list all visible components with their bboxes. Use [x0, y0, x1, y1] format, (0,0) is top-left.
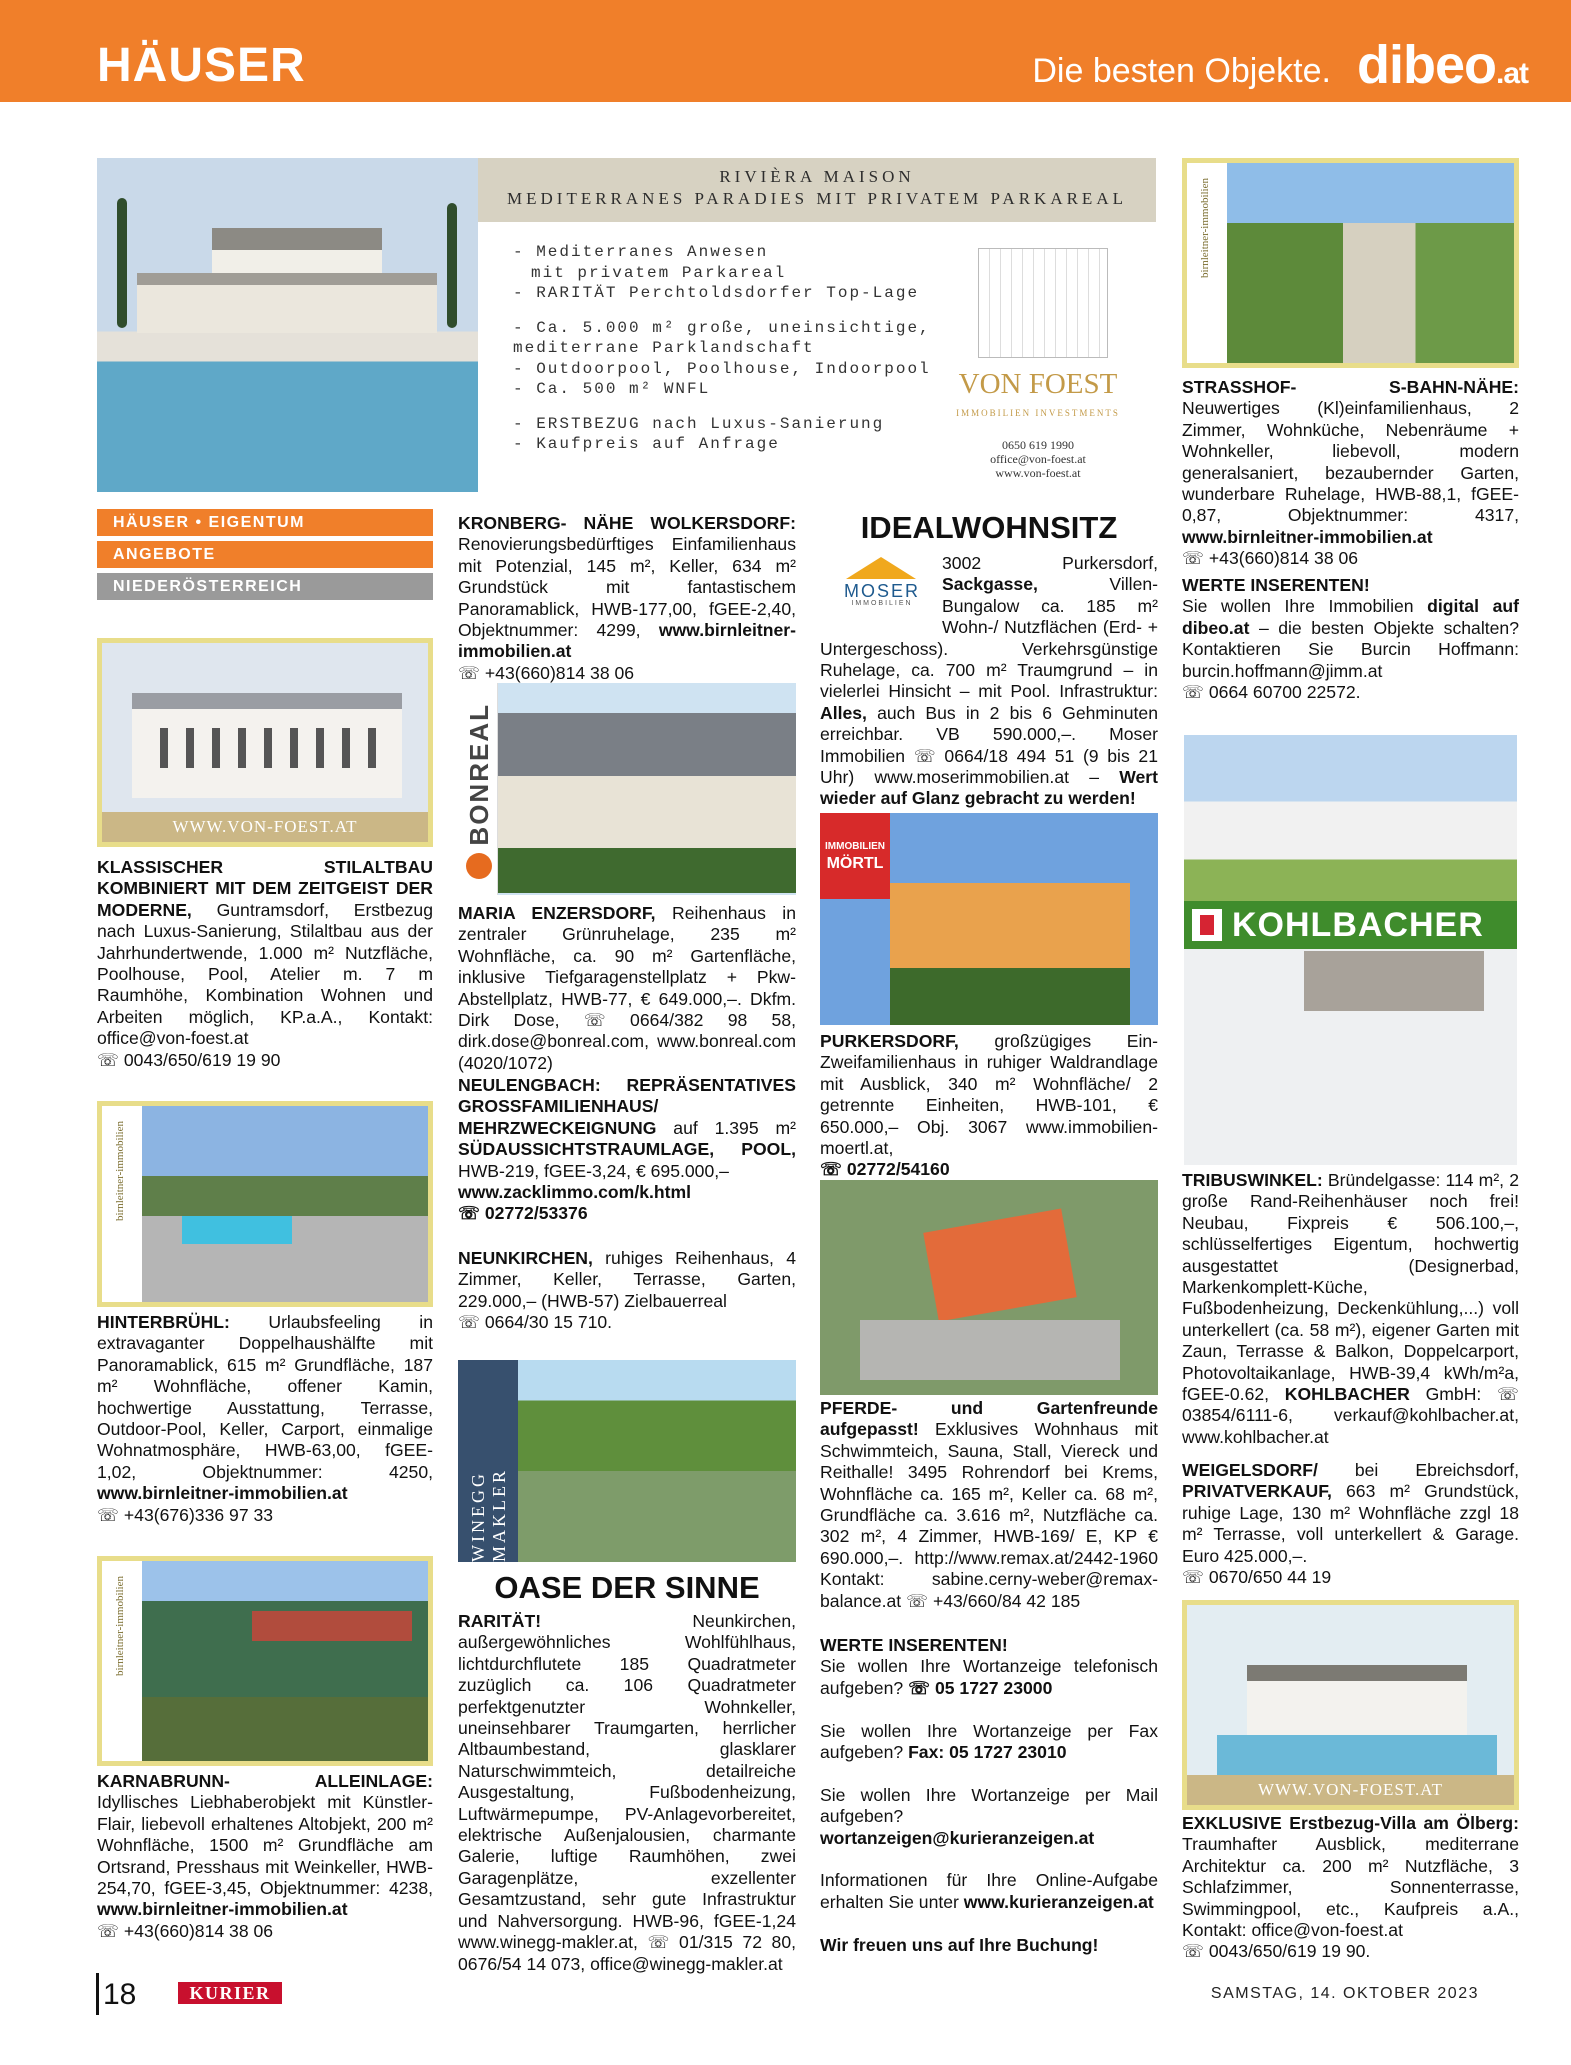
promo-line: mediterrane Parklandschaft: [513, 339, 815, 357]
listing-weigelsdorf: WEIGELSDORF/ bei Ebreichsdorf, PRIVATVERKAUF, 663 m² Grundstück, ruhige Lage, 130 m² Wohnfläche zzgl 18 m² Terrasse, voll unterkellert & Garage. Euro 425.000,–. ☏ 0670/650 44 19: [1182, 1460, 1519, 1588]
listing-neulengbach: NEULENGBACH: REPRÄSENTATIVES GROSSFAMILIENHAUS/ MEHRZWECKEIGNUNG auf 1.395 m² SÜDAUSSICHTSTRAUMLAGE, POOL, HWB-219, fGEE-3,24, € 695.000,– www.zacklimmo.com/k.html ☏ 02772/53376: [458, 1075, 796, 1224]
moertl-2: MÖRTL: [826, 855, 884, 872]
page-number: 18: [103, 1978, 137, 2011]
promo-line: - ERSTBEZUG nach Luxus-Sanierung: [513, 414, 885, 433]
werte-inserenten-dibeo: WERTE INSERENTEN! Sie wollen Ihre Immobilien digital auf dibeo.at – die besten Objekte schalten? Kontaktieren Sie Burcin Hoffmann: burcin.hoffmann@jimm.at ☏ 0664 60700 22572.: [1182, 575, 1519, 703]
oase-headline: OASE DER SINNE: [494, 1570, 760, 1605]
tagline: Die besten Objekte.: [1032, 52, 1331, 90]
footer-rule: [96, 1973, 99, 2015]
promo-title-2: MEDITERRANES PARADIES MIT PRIVATEM PARKAREAL: [507, 189, 1127, 208]
logo-main: dibeo: [1357, 35, 1496, 95]
listing-purkersdorf-moser: 3002 Purkersdorf, Sackgasse, Villen-Bungalow ca. 185 m² Wohn-/ Nutzflächen (Erd- + Untergeschoss). Verkehrsgünstige Ruhelage, ca. 700 m² Traumgrund – in vielerlei Hinsicht – mit Pool. Infrastruktur: Alles, auch Bus in 2 bis 6 Gehminuten erreichbar. VB 590.000,–. Moser Immobilien ☏ 0664/18 494 51 (9 bis 21 Uhr) www.moserimmobilien.at – Wert wieder auf Glanz gebracht zu werden!: [820, 553, 1158, 809]
vonfoest-phone: 0650 619 1990: [1002, 438, 1074, 452]
idealwohnsitz-headline: IDEALWOHNSITZ: [860, 510, 1118, 545]
moser-name: MOSER: [843, 581, 920, 601]
vonfoest-web-caption: WWW.VON-FOEST.AT: [102, 812, 428, 842]
section-title: HÄUSER: [97, 39, 306, 92]
moser-sub: IMMOBILIEN: [851, 600, 913, 607]
promo-line: mit privatem Parkareal: [531, 263, 787, 282]
listing-tribuswinkel: TRIBUSWINKEL: Bründelgasse: 114 m², 2 große Rand-Reihenhäuser noch frei! Neubau, Fixpreis € 506.100,–, schlüsselfertiges Eigentum, hochwertig ausgestattet (Designerbad, Markenkomplett-Küche, Fußbodenheizung, Deckenkühlung,...) voll unterkellert (ca. 58 m²), eigener Garten mit Zaun, Terrasse & Balkon, Doppelcarport, Photovoltaikanlage, HWB-39,4 kWh/m²a, fGEE-0.62, KOHLBACHER GmbH: ☏ 03854/6111-6, verkauf@kohlbacher.at, www.kohlbacher.at: [1182, 1170, 1520, 1447]
listing-oase: RARITÄT! Neunkirchen, außergewöhnliches Wohlfühlhaus, lichtdurchflutete 185 Quadratmeter zuzüglich ca. 106 Quadratmeter perfektgenutzter Wohnkeller, uneinsehbarer Traumgarten, herrlicher Altbaumbestand, glasklarer Naturschwimmteich, detailreiche Ausgestaltung, Fußbodenheizung, Luftwärmepumpe, PV-Anlagevorbereitet, elektrische Außenjalousien, charmante Galerie, luftige Raumhöhen, zwei Garagenplätze, exzellenter Gesamtzustand, sehr gute Infrastruktur und Nahversorgung. HWB-96, fGEE-1,24 www.winegg-makler.at, ☏ 01/315 72 80, 0676/54 14 073, office@winegg-makler.at: [458, 1611, 796, 1974]
listing-neunkirchen: NEUNKIRCHEN, ruhiges Reihenhaus, 4 Zimmer, Keller, Terrasse, Garten, 229.000,– (HWB-57) Zielbauerreal ☏ 0664/30 15 710.: [458, 1248, 796, 1333]
hinterbruehl-photo: [97, 1101, 433, 1307]
bonreal-vertical: BONREAL: [464, 703, 494, 846]
listing-maria-enzersdorf: MARIA ENZERSDORF, Reihenhaus in zentraler Grünruhelage, 235 m² Wohnfläche, ca. 90 m² Gartenfläche, inklusive Tiefgaragenstellplatz + Pkw-Abstellplatz, HWB-77, € 649.000,–. Dkfm. Dirk Dose, ☏ 0664/382 98 58, dirk.dose@bonreal.com, www.bonreal.com (4020/1072): [458, 903, 797, 1073]
villa-pool-photo: [97, 158, 478, 492]
vonfoest-contact: [938, 438, 1138, 480]
listing-hinterbruehl: HINTERBRÜHL: Urlaubsfeeling in extravaganter Doppelhaushälfte mit Panoramablick, 615 m² Grundfläche, 187 m² Wohnfläche, offener Kamin, hochwertige Ausstattung, Terrasse, Outdoor-Pool, Keller, Carport, einmalige Wohnatmosphäre, HWB-63,00, fGEE-1,02, Objektnummer: 4250, www.birnleitner-immobilien.at ☏ +43(676)336 97 33: [97, 1312, 433, 1525]
promo-title-1: RIVIÈRA MAISON: [719, 167, 915, 186]
vonfoest-sub: IMMOBILIEN INVESTMENTS: [956, 408, 1120, 418]
promo-line: - Outdoorpool, Poolhouse, Indoorpool: [513, 359, 931, 378]
building-sketch: [978, 248, 1108, 358]
listing-stilaltbau: KLASSISCHER STILALTBAU KOMBINIERT MIT DEM ZEITGEIST DER MODERNE, Guntramsdorf, Erstbezug nach Luxus-Sanierung, Stilaltbau aus der Jahrhundertwende, 1.000 m² Nutzfläche, Poolhouse, Pool, Atelier m. 7 m Raumhöhe, Kombination Wohnen und Arbeiten möglich, KP.a.A., Kontakt: office@von-foest.at ☏ 0043/650/619 19 90: [97, 857, 433, 1070]
promo-line: - Ca. 500 m² WNFL: [513, 380, 711, 398]
strasshof-photo: [1182, 158, 1519, 368]
vonfoest-web: www.von-foest.at: [995, 466, 1081, 480]
bonreal-photo: [458, 683, 796, 895]
birnleitner-vertical: birnleitner-immobilien: [114, 1576, 126, 1676]
birnleitner-vertical: birnleitner-immobilien: [114, 1121, 126, 1221]
listing-pferde: PFERDE- und Gartenfreunde aufgepasst! Exklusives Wohnhaus mit Schwimmteich, Sauna, Stall, Viereck und Reithalle! 3495 Rohrendorf bei Krems, Wohnfläche ca. 165 m², Keller ca. 68 m², Grundfläche ca. 3.616 m², Nutzfläche ca. 302 m², 4 Zimmer, HWB-169/ E, KP € 690.000,–. http://www.remax.at/2442-1960 Kontakt: sabine.cerny-weber@remax-balance.at ☏ +43/660/84 42 185: [820, 1398, 1158, 1611]
promo-title: [478, 166, 1156, 210]
moertl-1: IMMOBILIEN: [825, 841, 885, 852]
tag-niederoesterreich: NIEDERÖSTERREICH: [97, 573, 433, 600]
kohlbacher-photo: [1184, 735, 1517, 1165]
promo-line: - RARITÄT Perchtoldsdorfer Top-Lage: [513, 284, 920, 302]
listing-strasshof: STRASSHOF- S-BAHN-NÄHE: Neuwertiges (Kl)einfamilienhaus, 2 Zimmer, Wohnküche, Nebenräume + Wohnkeller, liebevoll, modern generalsaniert, bezaubernder Garten, wunderbare Ruhelage, HWB-88,1, fGEE-0,87, Objektnummer: 4317, www.birnleitner-immobilien.at ☏ +43(660)814 38 06: [1182, 377, 1519, 569]
winegg-2: MAKLER: [489, 1468, 509, 1562]
karnabrunn-photo: [97, 1556, 433, 1766]
vonfoest-web-caption: WWW.VON-FOEST.AT: [1187, 1775, 1514, 1805]
kohlbacher-logo-icon: [1192, 909, 1222, 941]
tag-haeuser-eigentum: HÄUSER • EIGENTUM: [97, 509, 433, 536]
moertl-photo: [820, 813, 1158, 1025]
kurier-logo: KURIER: [178, 1982, 282, 2004]
remax-photo: [820, 1180, 1158, 1395]
dibeo-logo[interactable]: [1357, 34, 1528, 96]
issue-date: SAMSTAG, 14. OKTOBER 2023: [1210, 1985, 1479, 2002]
werte-inserenten-box: WERTE INSERENTEN! Sie wollen Ihre Wortanzeige telefonisch aufgeben? ☏ 05 1727 23000 Sie wollen Ihre Wortanzeige per Fax aufgeben? Fax: 05 1727 23010 Sie wollen Ihre Wortanzeige per Mail aufgeben? wortanzeigen@kurieranzeigen.at Informationen für Ihre Online-Aufgabe erhalten Sie unter www.kurieranzeigen.at Wir freuen uns auf Ihre Buchung!: [820, 1635, 1158, 1955]
promo-line: - Ca. 5.000 m² große, uneinsichtige,: [513, 318, 931, 337]
promo-line: - Mediterranes Anwesen: [513, 243, 769, 261]
promo-line: - Kaufpreis auf Anfrage: [513, 435, 780, 453]
riviera-maison-ad[interactable]: [478, 158, 1156, 492]
vonfoest-email: office@von-foest.at: [990, 452, 1086, 466]
oelberg-photo: [1182, 1600, 1519, 1810]
listing-purkersdorf-moertl: PURKERSDORF, großzügiges Ein-Zweifamilienhaus in ruhiger Waldrandlage mit Ausblick, 340 m² Wohnfläche/ 2 getrennte Einheiten, HWB-101, € 650.000,– Obj. 3067 www.immobilien-moertl.at, ☏ 02772/54160: [820, 1031, 1158, 1180]
kohlbacher-name: KOHLBACHER: [1232, 906, 1484, 944]
kohlbacher-banner: [1184, 901, 1517, 949]
listing-oelberg: EXKLUSIVE Erstbezug-Villa am Ölberg: Traumhafter Ausblick, mediterrane Architektur ca. 200 m² Nutzfläche, 3 Schlafzimmer, Sonnenterrasse, Swimmingpool, etc., Kaufpreis a.A., Kontakt: office@von-foest.at ☏ 0043/650/619 19 90.: [1182, 1813, 1519, 1962]
listing-karnabrunn: KARNABRUNN- ALLEINLAGE: Idyllisches Liebhaberobjekt mit Künstler-Flair, liebevoll erhaltenes Altobjekt, 200 m² Wohnfläche, 1500 m² Grundfläche am Ortsrand, Presshaus mit Weinkeller, HWB-254,70, fGEE-3,45, Objektnummer: 4238, www.birnleitner-immobilien.at ☏ +43(660)814 38 06: [97, 1771, 433, 1941]
listing-kronberg: KRONBERG- NÄHE WOLKERSDORF: Renovierungsbedürftiges Einfamilienhaus mit Potenzial, 145 m², Keller, 634 m² Grundstück mit fantastischem Panoramablick, HWB-177,00, fGEE-2,40, Objektnummer: 4299, www.birnleitner-immobilien.at ☏ +43(660)814 38 06: [458, 513, 796, 683]
birnleitner-vertical: birnleitner-immobilien: [1199, 178, 1211, 278]
stilaltbau-photo: [97, 638, 433, 847]
vonfoest-brand: VON FOEST: [958, 368, 1118, 400]
logo-tld: .at: [1496, 57, 1529, 90]
winegg-vertical: [468, 1370, 510, 1562]
winegg-1: WINEGG: [468, 1471, 488, 1562]
promo-list: [513, 242, 931, 455]
winegg-photo: [458, 1360, 796, 1562]
tag-angebote: ANGEBOTE: [97, 541, 433, 568]
bonreal-logo-icon: [466, 853, 492, 879]
